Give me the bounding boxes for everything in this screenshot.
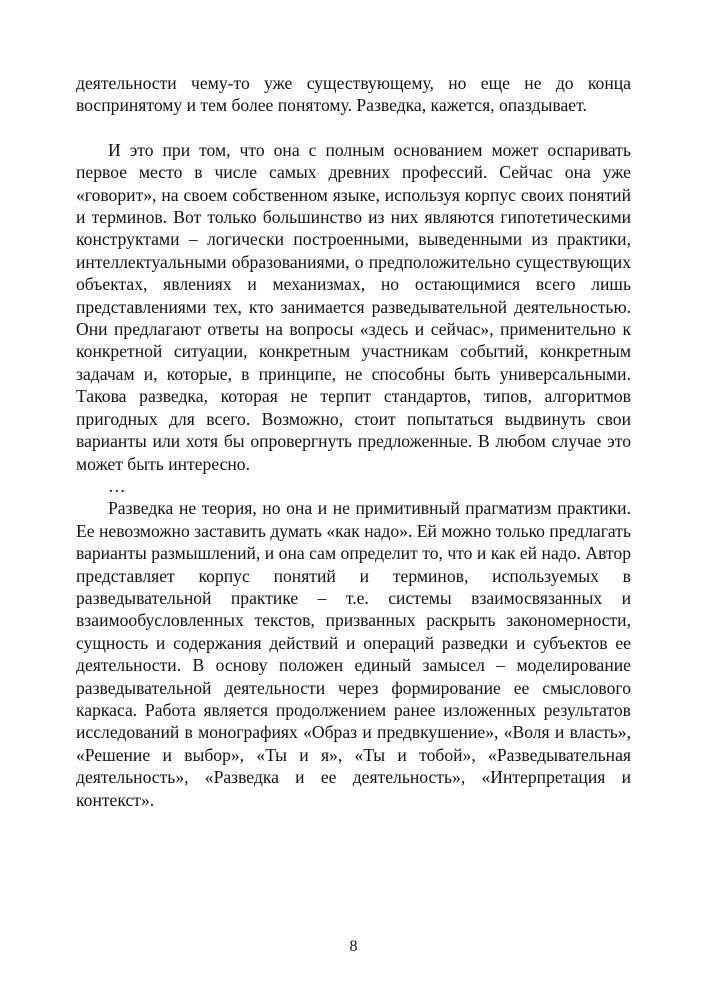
body-text	[76, 72, 631, 811]
paragraph-gap	[76, 117, 631, 139]
paragraph-intelligence-language: И это при том, что она с полным основанием может оспаривать первое место в числе самых древних профессий. Сейчас она уже «говорит», на своем собственном языке, используя корпус своих понятий и терминов. Вот только большинство из них являются гипотетическими конструктами – логически построенными, выведенными из практики, интеллектуальными образованиями, о предположительно существующих объектах, явлениях и механизмах, но остающимися всего лишь представлениями тех, кто занимается разведывательной деятельностью. Они предлагают ответы на вопросы «здесь и сейчас», применительно к конкретной ситуации, конкретным участникам событий, конкретным задачам и, которые, в принципе, не способны быть универсальными. Такова разведка, которая не терпит стандартов, типов, алгоритмов пригодных для всего. Возможно, стоит попытаться выдвинуть свои варианты или хотя бы опровергнуть предложенные. В любом случае это может быть интересно.	[76, 139, 631, 474]
ellipsis-separator: …	[108, 475, 126, 496]
page-number: 8	[349, 938, 358, 955]
paragraph-continuation: деятельности чему-то уже существующему, но еще не до конца воспринятому и тем более понятому. Разведка, кажется, опаздывает.	[76, 73, 631, 116]
paragraph-author-corpus: Разведка не теория, но она и не примитивный прагматизм практики. Ее невозможно заставить думать «как надо». Ей можно только предлагать варианты размышлений, и она сам определит то, что и как ей надо. Автор представляет корпус понятий и терминов, используемых в разведывательной практике – т.е. системы взаимосвязанных и взаимообусловленных текстов, призванных раскрыть закономерности, сущность и содержания действий и операций разведки и субъектов ее деятельности. В основу положен единый замысел – моделирование разведывательной деятельности через формирование ее смыслового каркаса. Работа является продолжением ранее изложенных результатов исследований в монографиях «Образ и предвкушение», «Воля и власть», «Решение и выбор», «Ты и я», «Ты и тобой», «Разведывательная деятельность», «Разведка и ее деятельность», «Интерпретация и контекст».	[76, 498, 631, 810]
